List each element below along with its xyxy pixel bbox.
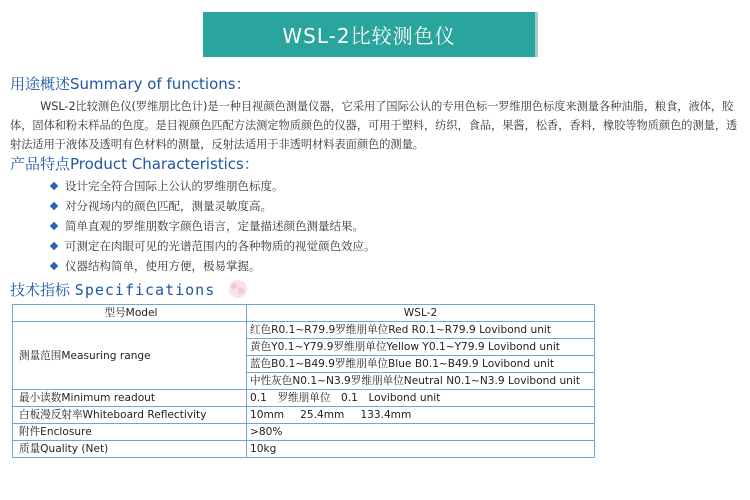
specifications-table (12, 304, 595, 458)
feature-text: 可测定在肉眼可见的光谱范围内的各种物质的视觉颜色效应。 (65, 239, 376, 253)
features-heading: 产品特点Product Characteristics： (10, 155, 259, 173)
specs-heading (10, 279, 215, 300)
feature-text: 设计完全符合国际上公认的罗维朋色标度。 (65, 179, 284, 193)
model-value: WSL-2 (247, 305, 595, 322)
measuring-range-label: 测量范围Measuring range (13, 322, 247, 390)
summary-text: WSL-2比较测色仪(罗维朋比色计)是一种目视颜色测量仪器，它采用了国际公认的专用色标一罗维朋色标度来测量各种油脂，粮食，液体，胶体，固体和粉末样品的色度。是目视颜色匹配方法测定物质颜色的仪器，可用于塑料，纺织，食品，果酱，松香，香料，橡胶等物质颜色的测量，透射法适用于液体及透明有色材料的测量，反射法适用于非透明材料表面颜色的测量。 (10, 100, 738, 151)
feature-text: 对分视场内的颜色匹配，测量灵敏度高。 (65, 199, 272, 213)
flower-decoration-icon (226, 277, 250, 301)
diamond-bullet-icon (50, 222, 58, 230)
diamond-bullet-icon (50, 242, 58, 250)
range-blue: 蓝色B0.1~B49.9罗维朋单位Blue B0.1~B49.9 Lovibond unit (247, 356, 595, 373)
diamond-bullet-icon (50, 262, 58, 270)
feature-item (50, 196, 376, 216)
feature-item (50, 216, 376, 236)
table-row (13, 390, 595, 407)
feature-item (50, 256, 376, 276)
quality-value: 10kg (247, 441, 595, 458)
table-row (13, 322, 595, 339)
diamond-bullet-icon (50, 182, 58, 190)
range-red: 红色R0.1~R79.9罗维朋单位Red R0.1~R79.9 Lovibond unit (247, 322, 595, 339)
title-banner (203, 12, 538, 57)
reflectivity-values (247, 407, 595, 424)
feature-text: 简单直观的罗维朋数字颜色语言，定量描述颜色测量结果。 (65, 219, 364, 233)
feature-text: 仪器结构简单，使用方便，极易掌握。 (65, 259, 261, 273)
readout-value: 0.1 罗维朋单位 0.1 Lovibond unit (247, 390, 595, 407)
reflectivity-value: 10mm (250, 409, 285, 421)
range-neutral: 中性灰色N0.1~N3.9罗维朋单位Neutral N0.1~N3.9 Lovibond unit (247, 373, 595, 390)
page-title: WSL-2比较测色仪 (282, 24, 456, 48)
table-row (13, 305, 595, 322)
feature-item (50, 236, 376, 256)
reflectivity-value: 133.4mm (360, 409, 412, 421)
table-row (13, 441, 595, 458)
summary-heading: 用途概述Summary of functions： (10, 75, 251, 93)
specs-heading-cn: 技术指标 (10, 281, 71, 299)
enclosure-label: 附件Enclosure (13, 424, 247, 441)
specs-heading-en: Specifications (74, 281, 216, 299)
table-row (13, 424, 595, 441)
feature-item (50, 176, 376, 196)
reflectivity-label: 白板漫反射率Whiteboard Reflectivity (13, 407, 247, 424)
readout-label: 最小读数Minimum readout (13, 390, 247, 407)
enclosure-value: >80% (247, 424, 595, 441)
table-row (13, 407, 595, 424)
range-yellow: 黄色Y0.1~Y79.9罗维朋单位Yellow Y0.1~Y79.9 Lovibond unit (247, 339, 595, 356)
diamond-bullet-icon (50, 202, 58, 210)
features-list (50, 176, 376, 276)
reflectivity-value: 25.4mm (300, 409, 345, 421)
model-label: 型号Model (13, 305, 247, 322)
quality-label: 质量Quality (Net) (13, 441, 247, 458)
